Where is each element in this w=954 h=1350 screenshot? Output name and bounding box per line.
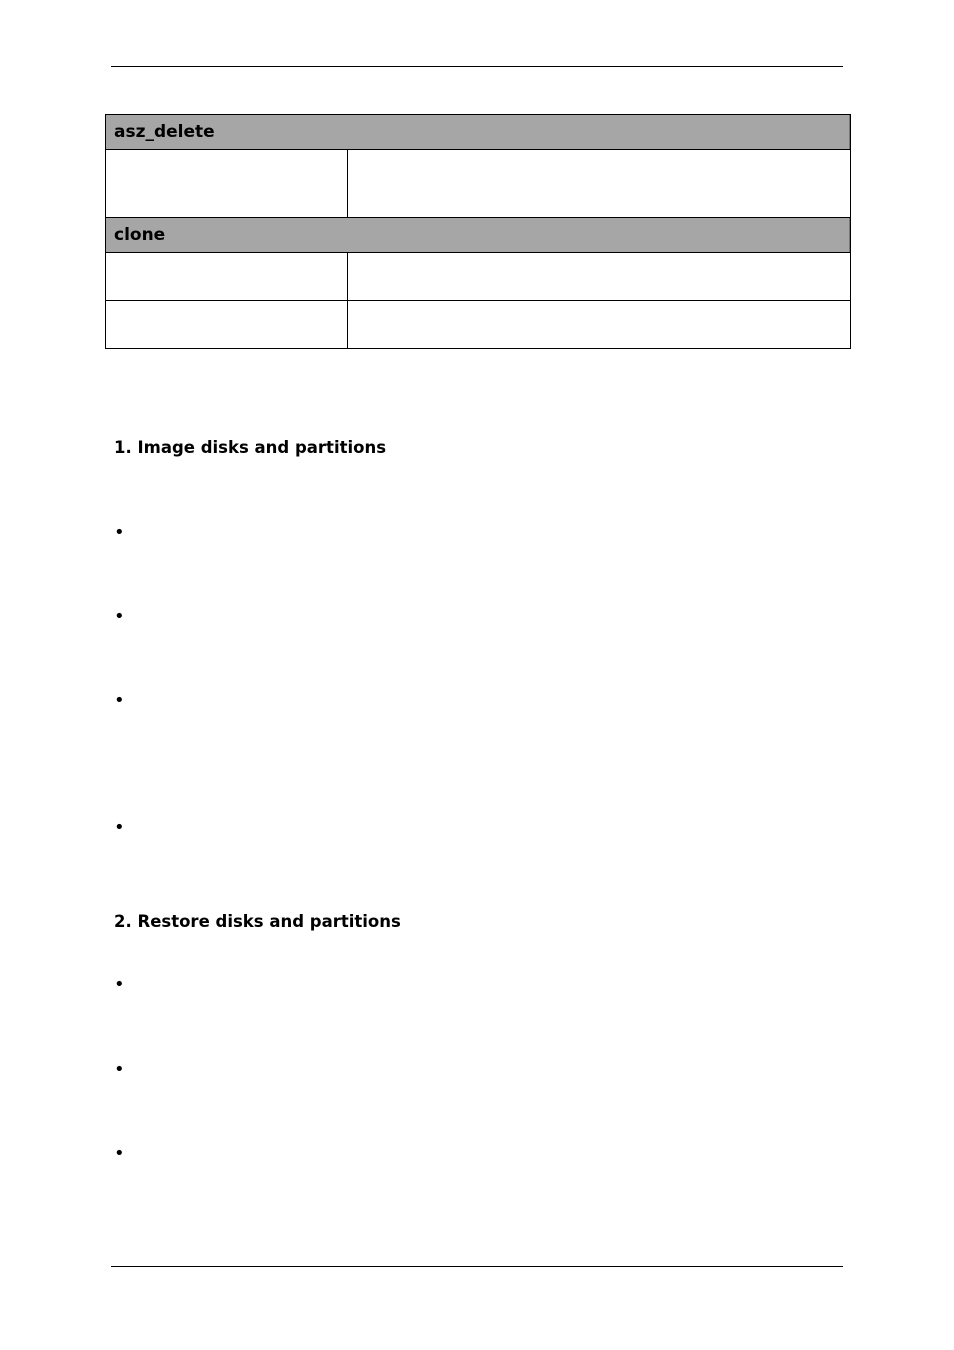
- table-row: [106, 150, 851, 218]
- table-cell: [348, 150, 851, 218]
- table-cell: [106, 150, 348, 218]
- header-rule: [111, 66, 843, 67]
- section-heading-image: 1. Image disks and partitions: [114, 438, 387, 457]
- section-header-clone: [106, 218, 851, 253]
- section-title: asz_delete: [106, 115, 851, 150]
- bullet-marker: •: [114, 522, 125, 543]
- table-row: [106, 301, 851, 349]
- bullet-marker: •: [114, 606, 125, 627]
- command-table: [105, 114, 851, 349]
- bullet-marker: •: [114, 1059, 125, 1080]
- table-cell: [348, 301, 851, 349]
- bullet-marker: •: [114, 817, 125, 838]
- section-title: clone: [106, 218, 851, 253]
- table-cell: [348, 253, 851, 301]
- bullet-marker: •: [114, 1143, 125, 1164]
- bullet-marker: •: [114, 974, 125, 995]
- bullet-marker: •: [114, 690, 125, 711]
- section-heading-restore: 2. Restore disks and partitions: [114, 912, 401, 931]
- table-cell: [106, 301, 348, 349]
- footer-rule: [111, 1266, 843, 1267]
- table-cell: [106, 253, 348, 301]
- section-header-asz-delete: [106, 115, 851, 150]
- table-row: [106, 253, 851, 301]
